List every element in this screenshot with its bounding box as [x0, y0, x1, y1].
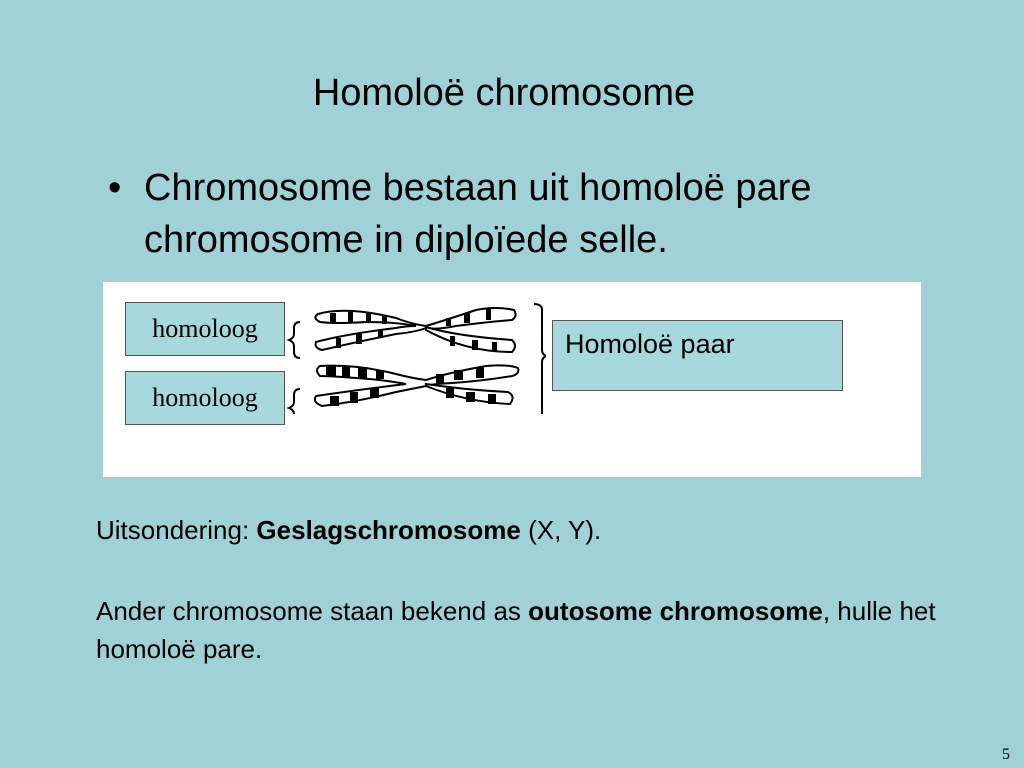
chromosome-drawing — [286, 296, 546, 416]
bullet-text: Chromosome bestaan uit homoloë pare chromosome in diploïede selle. — [144, 167, 812, 261]
homolog-label-bottom: homoloog — [125, 371, 285, 425]
exception-suffix: (X, Y). — [520, 515, 602, 545]
bullet-marker: • — [108, 167, 122, 209]
autosome-paragraph — [96, 592, 956, 668]
autosome-suffix: , hulle het homoloë pare. — [96, 596, 936, 664]
page-number: 5 — [1002, 746, 1010, 763]
exception-paragraph — [96, 511, 956, 549]
homolog-pair-label: Homoloë paar — [552, 320, 843, 391]
homolog-label-top: homoloog — [125, 302, 285, 356]
exception-bold: Geslagschromosome — [256, 515, 521, 545]
bracket-right — [534, 304, 546, 414]
brace-bottom — [289, 389, 300, 414]
bullet-point — [108, 162, 972, 266]
brace-top — [289, 322, 300, 358]
chromosome-pair-top — [315, 308, 515, 352]
autosome-prefix: Ander chromosome staan bekend as — [96, 596, 529, 626]
chromosome-figure — [103, 282, 921, 477]
slide-title: Homoloë chromosome — [312, 72, 696, 114]
exception-prefix: Uitsondering: — [96, 515, 257, 545]
autosome-bold: outosome chromosome — [528, 596, 823, 626]
chromosome-pair-bottom — [315, 365, 519, 406]
